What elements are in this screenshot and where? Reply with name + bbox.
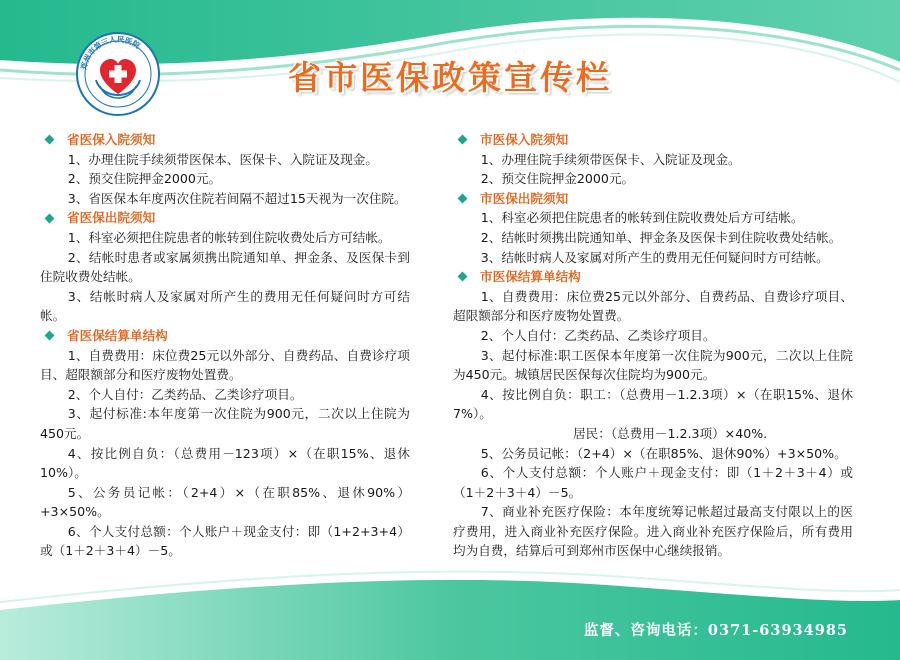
paragraph: 居民：（总费用－1.2.3项）×40%. xyxy=(573,425,768,441)
paragraph: 3、结帐时病人及家属对所产生的费用无任何疑问时方可结帐。 xyxy=(480,249,829,265)
section-heading: 省医保结算单结构 xyxy=(40,326,410,346)
paragraph: 5、公务员记帐：（2+4）×（在职85%、退休90%）+3×50%。 xyxy=(480,445,847,461)
paragraph: 4、按比例自负：职工：（总费用－1.2.3项）×（在职15%、退休7%）。 xyxy=(453,386,853,422)
diamond-bullet-icon xyxy=(458,194,468,204)
paragraph: 4、按比例自负：（总费用－123项）×（在职15%、退休10%）。 xyxy=(40,445,410,481)
section-city-discharge xyxy=(453,189,853,267)
section-provincial-discharge xyxy=(40,208,410,326)
paragraph: 2、结帐时须携出院通知单、押金条及医保卡到住院收费处结帐。 xyxy=(480,229,842,245)
paragraph: 1、科室必须把住院患者的帐转到住院收费处后方可结帐。 xyxy=(480,210,804,226)
section-heading: 省医保入院须知 xyxy=(40,130,410,150)
paragraph: 1、办理住院手续须带医保本、医保卡、入院证及现金。 xyxy=(67,151,378,167)
paragraph: 2、预交住院押金2000元。 xyxy=(480,171,635,187)
section-provincial-admission xyxy=(40,130,410,208)
paragraph: 2、预交住院押金2000元。 xyxy=(67,171,222,187)
logo-ring-text: 郑州市第三人民医院 xyxy=(79,34,142,71)
paragraph: 3、起付标准:本年度第一次住院为900元，二次以上住院为450元。 xyxy=(40,406,410,441)
diamond-bullet-icon xyxy=(45,213,55,223)
paragraph: 3、结帐时病人及家属对所产生的费用无任何疑问时方可结帐。 xyxy=(40,288,410,324)
paragraph: 2、结帐时患者或家属须携出院通知单、押金条、及医保卡到住院收费处结帐。 xyxy=(40,249,410,285)
paragraph: 6、个人支付总额：个人账户＋现金支付：即（1＋2＋3＋4）或（1＋2＋3＋4）－5。 xyxy=(453,465,853,500)
section-provincial-settlement xyxy=(40,326,410,561)
right-column xyxy=(453,130,853,561)
diamond-bullet-icon xyxy=(458,135,468,145)
section-city-admission xyxy=(453,130,853,189)
paragraph: 1、办理住院手续须带医保卡、入院证及现金。 xyxy=(480,151,741,167)
paragraph: 5、公务员记帐：（2+4）×（在职85%、退休90%）+3×50%。 xyxy=(40,484,410,520)
contact-phone: 监督、咨询电话：0371-63934985 xyxy=(583,622,848,639)
paragraph: 7、商业补充医疗保险：本年度统筹记帐超过最高支付限以上的医疗费用，进入商业补充医疗保险。进入商业补充医疗保险后，所有费用均为自费，结算后可到郑州市医保中心继续报销。 xyxy=(453,504,853,559)
paragraph: 2、个人自付：乙类药品、乙类诊疗项目。 xyxy=(480,327,716,343)
paragraph: 2、个人自付：乙类药品、乙类诊疗项目。 xyxy=(67,386,303,402)
section-heading: 市医保出院须知 xyxy=(453,189,853,209)
diamond-bullet-icon xyxy=(45,331,55,341)
paragraph: 1、自费费用：床位费25元以外部分、自费药品、自费诊疗项目、超限额部分和医疗废物处置费。 xyxy=(453,288,853,324)
paragraph: 3、省医保本年度两次住院若间隔不超过15天视为一次住院。 xyxy=(67,190,407,206)
paragraph: 3、起付标准:职工医保本年度第一次住院为900元，二次以上住院为450元。城镇居民医保每次住院均为900元。 xyxy=(453,347,853,383)
section-heading: 市医保入院须知 xyxy=(453,130,853,150)
diamond-bullet-icon xyxy=(45,135,55,145)
left-column xyxy=(40,130,410,561)
section-heading: 省医保出院须知 xyxy=(40,208,410,228)
page-title: 省市医保政策宣传栏 xyxy=(288,58,612,97)
paragraph: 1、自费费用：床位费25元以外部分、自费药品、自费诊疗项目、超限额部分和医疗废物处置费。 xyxy=(40,347,410,383)
section-city-settlement xyxy=(453,267,853,561)
section-heading: 市医保结算单结构 xyxy=(453,267,853,287)
paragraph: 1、科室必须把住院患者的帐转到住院收费处后方可结帐。 xyxy=(67,229,391,245)
paragraph: 6、个人支付总额：个人账户＋现金支付：即（1+2+3+4）或（1＋2＋3＋4）－5。 xyxy=(40,523,410,559)
diamond-bullet-icon xyxy=(458,272,468,282)
